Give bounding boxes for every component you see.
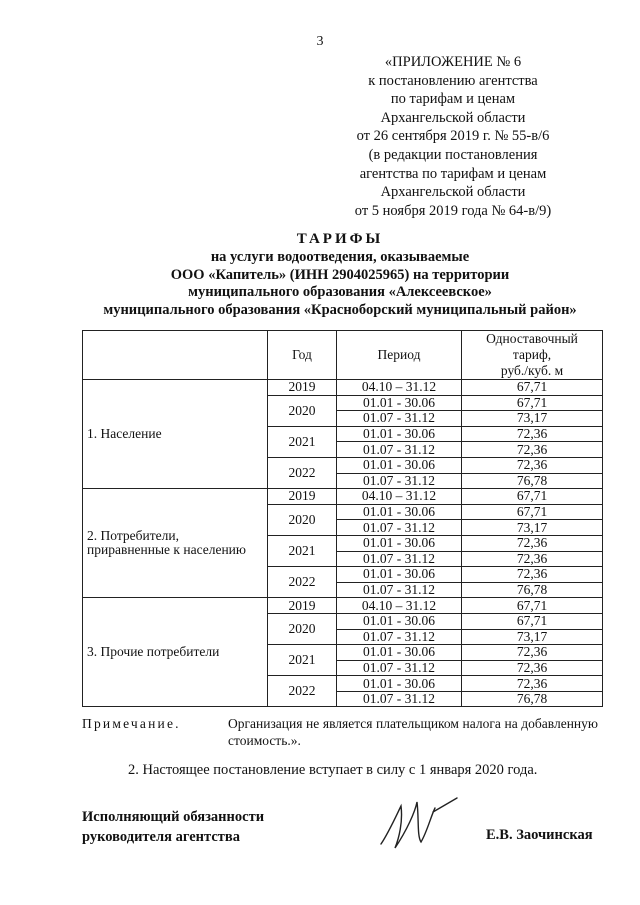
period-cell: 01.01 - 30.06	[337, 613, 462, 629]
tariff-value-cell: 72,36	[462, 535, 603, 551]
tariff-value-cell: 67,71	[462, 504, 603, 520]
period-cell: 01.07 - 31.12	[337, 442, 462, 458]
tariff-value-cell: 72,36	[462, 457, 603, 473]
appendix-line: Архангельской области	[380, 184, 526, 201]
year-cell: 2020	[268, 395, 337, 426]
tariff-value-cell: 76,78	[462, 582, 603, 598]
tariff-value-cell: 73,17	[462, 629, 603, 645]
tariff-value-cell: 73,17	[462, 520, 603, 536]
signer-title	[82, 807, 264, 847]
period-cell: 01.01 - 30.06	[337, 567, 462, 583]
tariff-value-cell: 72,36	[462, 660, 603, 676]
note-text: Организация не является плательщиком налога на добавленную	[228, 716, 598, 731]
header-tariff-line: Одноставочный тариф,	[486, 331, 578, 362]
appendix-line: «ПРИЛОЖЕНИЕ № 6	[384, 54, 522, 70]
period-cell: 01.07 - 31.12	[337, 411, 462, 427]
tariff-value-cell: 76,78	[462, 691, 603, 707]
header-tariff	[462, 331, 603, 380]
tariff-value-cell: 67,71	[462, 489, 603, 505]
period-cell: 01.07 - 31.12	[337, 551, 462, 567]
appendix-line: от 5 ноября 2019 года № 64-в/9)	[354, 202, 552, 219]
period-cell: 01.01 - 30.06	[337, 645, 462, 661]
tariff-value-cell: 76,78	[462, 473, 603, 489]
note-label: Примечание.	[82, 716, 181, 731]
document-title	[40, 231, 640, 320]
appendix-line: по тарифам и ценам	[390, 91, 516, 108]
period-cell: 01.01 - 30.06	[337, 426, 462, 442]
tariff-value-cell: 72,36	[462, 567, 603, 583]
appendix-line: (в редакции постановления	[368, 146, 538, 163]
header-category	[83, 331, 268, 380]
year-cell: 2022	[268, 676, 337, 707]
year-cell: 2022	[268, 567, 337, 598]
table-body	[83, 380, 603, 707]
signer-title-line: руководителя агентства	[82, 829, 240, 845]
tariff-value-cell: 67,71	[462, 380, 603, 396]
appendix-line: агентства по тарифам и ценам	[359, 165, 547, 182]
tariff-value-cell: 72,36	[462, 676, 603, 692]
appendix-line: от 26 сентября 2019 г. № 55-в/6	[356, 128, 550, 145]
consumer-category-line: 2. Потребители,	[87, 528, 179, 544]
table-row	[83, 489, 603, 505]
effective-date-clause: 2. Настоящее постановление вступает в силу с 1 января 2020 года.	[128, 762, 538, 778]
signer-name: Е.В. Заочинская	[486, 827, 593, 843]
title-line: муниципального образования «Красноборский муниципальный район»	[103, 302, 577, 319]
tariff-value-cell: 72,36	[462, 442, 603, 458]
table-row	[83, 380, 603, 396]
consumer-category	[83, 598, 268, 707]
title-line: на услуги водоотведения, оказываемые	[210, 248, 470, 265]
table-row	[83, 598, 603, 614]
year-cell: 2019	[268, 598, 337, 614]
year-cell: 2019	[268, 489, 337, 505]
tariff-value-cell: 73,17	[462, 411, 603, 427]
year-cell: 2021	[268, 645, 337, 676]
period-cell: 04.10 – 31.12	[337, 489, 462, 505]
period-cell: 01.01 - 30.06	[337, 395, 462, 411]
year-cell: 2022	[268, 457, 337, 488]
title-heading: ТАРИФЫ	[296, 231, 384, 247]
period-cell: 01.07 - 31.12	[337, 691, 462, 707]
period-cell: 01.01 - 30.06	[337, 535, 462, 551]
note-text-continuation: стоимость.».	[228, 733, 301, 748]
title-line: муниципального образования «Алексеевское»	[188, 284, 492, 301]
page-number: 3	[316, 34, 324, 49]
tariff-value-cell: 67,71	[462, 613, 603, 629]
header-tariff-unit: руб./куб. м	[500, 363, 564, 378]
period-cell: 01.07 - 31.12	[337, 629, 462, 645]
year-cell: 2020	[268, 613, 337, 644]
consumer-category-line: 3. Прочие потребители	[87, 644, 220, 660]
period-cell: 01.01 - 30.06	[337, 457, 462, 473]
appendix-line: Архангельской области	[380, 109, 526, 126]
header-year: Год	[268, 331, 337, 380]
period-cell: 04.10 – 31.12	[337, 598, 462, 614]
signer-title-line: Исполняющий обязанности	[82, 809, 265, 825]
period-cell: 01.01 - 30.06	[337, 676, 462, 692]
appendix-header	[315, 53, 591, 220]
tariff-value-cell: 72,36	[462, 645, 603, 661]
period-cell: 01.07 - 31.12	[337, 582, 462, 598]
year-cell: 2021	[268, 535, 337, 566]
period-cell: 01.01 - 30.06	[337, 504, 462, 520]
year-cell: 2019	[268, 380, 337, 396]
tariff-table	[82, 330, 603, 707]
consumer-category-line: приравненные к населению	[87, 542, 246, 558]
period-cell: 04.10 – 31.12	[337, 380, 462, 396]
tariff-value-cell: 67,71	[462, 598, 603, 614]
consumer-category	[83, 380, 268, 489]
period-cell: 01.07 - 31.12	[337, 660, 462, 676]
tariff-value-cell: 72,36	[462, 426, 603, 442]
table-header-row	[83, 331, 603, 380]
header-period: Период	[337, 331, 462, 380]
period-cell: 01.07 - 31.12	[337, 520, 462, 536]
tariff-value-cell: 72,36	[462, 551, 603, 567]
consumer-category-line: 1. Население	[87, 426, 162, 442]
tariff-value-cell: 67,71	[462, 395, 603, 411]
period-cell: 01.07 - 31.12	[337, 473, 462, 489]
year-cell: 2021	[268, 426, 337, 457]
handwritten-signature	[373, 792, 463, 862]
year-cell: 2020	[268, 504, 337, 535]
appendix-line: к постановлению агентства	[368, 72, 538, 89]
consumer-category	[83, 489, 268, 598]
title-line: ООО «Капитель» (ИНН 2904025965) на территории	[170, 266, 510, 283]
